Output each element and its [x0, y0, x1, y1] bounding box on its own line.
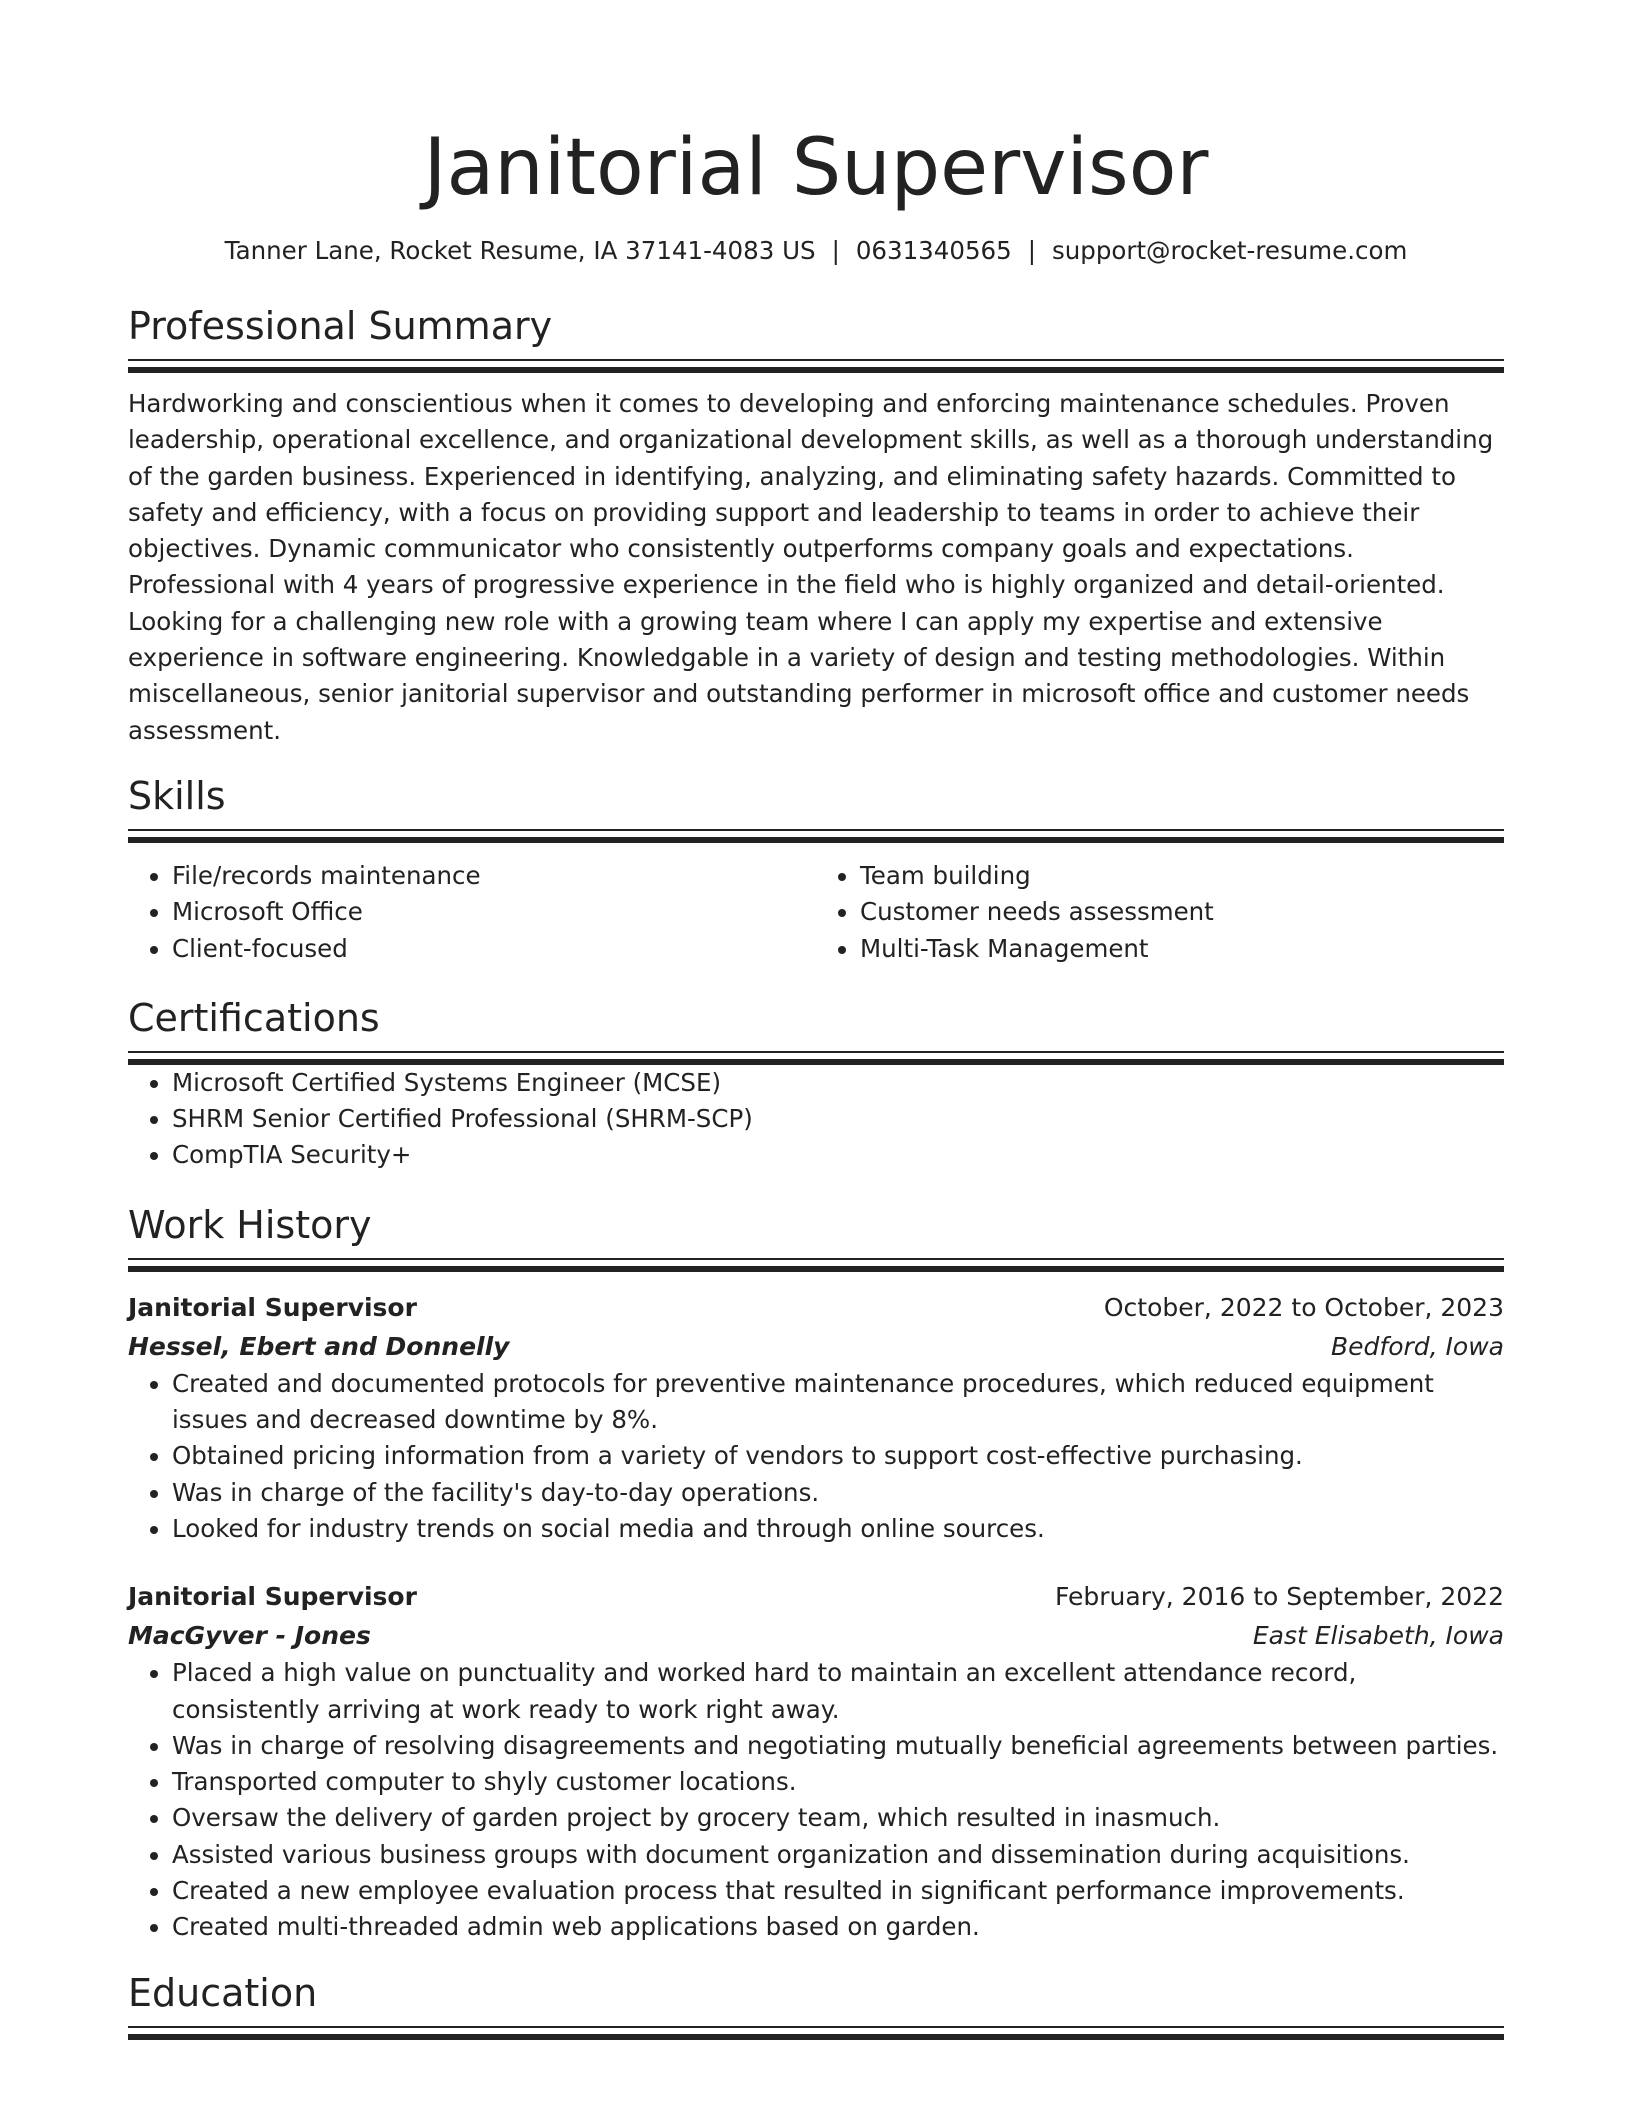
section-divider	[128, 1051, 1504, 1065]
contact-email: support@rocket-resume.com	[1051, 236, 1408, 265]
certifications-section	[128, 995, 1504, 1174]
contact-phone: 0631340565	[855, 236, 1012, 265]
job-subheader	[128, 1616, 1504, 1655]
job-bullet: • Was in charge of resolving disagreements and negotiating mutually beneficial agreements between parties.	[172, 1728, 1504, 1764]
section-divider	[128, 359, 1504, 373]
certification-item: • SHRM Senior Certified Professional (SHRM-SCP)	[172, 1101, 1504, 1137]
contact-line	[128, 235, 1504, 267]
job-bullet: • Created a new employee evaluation process that resulted in significant performance improvements.	[172, 1873, 1504, 1909]
job-bullet: • Looked for industry trends on social media and through online sources.	[172, 1511, 1504, 1547]
contact-separator: |	[831, 236, 840, 265]
job-bullet: • Placed a high value on punctuality and worked hard to maintain an excellent attendance record, consistently arriving at work ready to work right away.	[172, 1655, 1504, 1728]
work-history-title: Work History	[128, 1202, 372, 1247]
job-bullet-list	[128, 1655, 1504, 1945]
job-header	[128, 1577, 1504, 1616]
certification-item: • CompTIA Security+	[172, 1137, 1504, 1173]
job-subheader	[128, 1327, 1504, 1366]
job-header	[128, 1288, 1504, 1327]
skill-item: • Team building	[860, 858, 1504, 894]
job-entry	[128, 1288, 1504, 1547]
summary-section	[128, 303, 1504, 749]
job-entry	[128, 1577, 1504, 1945]
skills-grid	[128, 858, 1504, 967]
job-bullet: • Created multi-threaded admin web applications based on garden.	[172, 1909, 1504, 1945]
contact-separator: |	[1027, 236, 1036, 265]
job-company: Hessel, Ebert and Donnelly	[128, 1331, 510, 1361]
job-bullet-list	[128, 1366, 1504, 1547]
job-bullet: • Oversaw the delivery of garden project by grocery team, which resulted in inasmuch.	[172, 1800, 1504, 1836]
certifications-title: Certifications	[128, 995, 380, 1040]
skill-item: • Client-focused	[172, 931, 816, 967]
skill-item: • File/records maintenance	[172, 858, 816, 894]
education-title: Education	[128, 1970, 318, 2015]
job-bullet: • Created and documented protocols for preventive maintenance procedures, which reduced equipment issues and decreased downtime by 8%.	[172, 1366, 1504, 1439]
skill-item: • Multi-Task Management	[860, 931, 1504, 967]
job-title: Janitorial Supervisor	[128, 1582, 417, 1612]
skills-list-right	[816, 858, 1504, 967]
summary-title: Professional Summary	[128, 304, 553, 348]
skill-item: • Customer needs assessment	[860, 894, 1504, 930]
job-location: Bedford, Iowa	[1331, 1331, 1504, 1361]
skills-list-left	[128, 858, 816, 967]
work-history-section	[128, 1202, 1504, 1946]
job-bullet: • Transported computer to shyly customer locations.	[172, 1764, 1504, 1800]
job-bullet: • Was in charge of the facility's day-to-day operations.	[172, 1475, 1504, 1511]
job-bullet: • Obtained pricing information from a variety of vendors to support cost-effective purchasing.	[172, 1438, 1504, 1474]
job-dates: October, 2022 to October, 2023	[1103, 1292, 1504, 1322]
section-divider	[128, 2026, 1504, 2040]
job-title: Janitorial Supervisor	[128, 1292, 417, 1322]
skills-section	[128, 773, 1504, 967]
section-divider	[128, 1258, 1504, 1272]
candidate-name: Janitorial Supervisor	[423, 123, 1209, 213]
certification-item: • Microsoft Certified Systems Engineer (MCSE)	[172, 1065, 1504, 1101]
section-divider	[128, 829, 1504, 843]
job-bullet: • Assisted various business groups with document organization and dissemination during acquisitions.	[172, 1837, 1504, 1873]
education-section	[128, 1970, 1504, 2040]
summary-text: Hardworking and conscientious when it comes to developing and enforcing maintenance schedules. Proven leadership, operational excellence, and organizational development skills, as well as a thorough understanding of the garden business. Experienced in identifying, analyzing, and eliminating safety hazards. Committed to safety and efficiency, with a focus on providing support and leadership to teams in order to achieve their objectives. Dynamic communicator who consistently outperforms company goals and expectations. Professional with 4 years of progressive experience in the field who is highly organized and detail-oriented. Looking for a challenging new role with a growing team where I can apply my expertise and extensive experience in software engineering. Knowledgable in a variety of design and testing methodologies. Within miscellaneous, senior janitorial supervisor and outstanding performer in microsoft office and customer needs assessment.	[128, 389, 1494, 745]
job-dates: February, 2016 to September, 2022	[1055, 1582, 1504, 1612]
skills-title: Skills	[128, 773, 226, 818]
job-location: East Elisabeth, Iowa	[1252, 1621, 1504, 1651]
skill-item: • Microsoft Office	[172, 894, 816, 930]
certifications-list	[128, 1065, 1504, 1174]
contact-address: Tanner Lane, Rocket Resume, IA 37141-4083 US	[224, 236, 816, 265]
job-company: MacGyver - Jones	[128, 1621, 371, 1651]
